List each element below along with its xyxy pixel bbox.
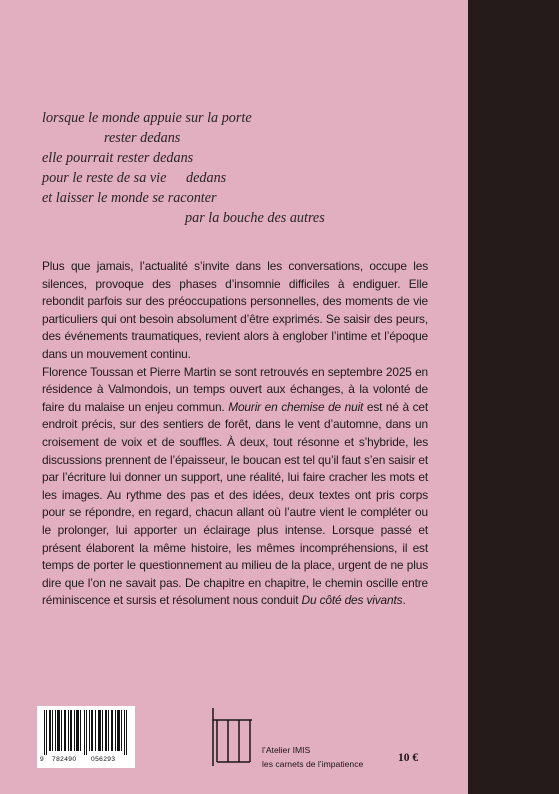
paragraph-2-text: est né à cet endroit précis, sur des sentiers de forêt, dans le vent d’automne, dans un croisement de voix et de souffles. À deux, tout résonne et s’hybride, les discussions prennent de l’épaisseur, le boucan est tel qu’il faut s’en saisir et par l’écriture lui donner un support, une réalité, lui faire cracher les mots et les images. Au rythme des pas et des idées, deux textes ont pris corps pour se répondre, en regard, chacun allant où l’autre vient le compléter ou le prolonger, lui apporter un éclairage plus intense. Lorsque passé et présent élaborent la même histoire, les mêmes incompréhensions, il est temps de porter le questionnement au milieu de la place, urgent de ne plus dire que l’on ne savait pas. De chapitre en chapitre, le chemin oscille entre réminiscence et sursis et résolument nous conduit (42, 399, 428, 608)
book-title-mourir: Mourir en chemise de nuit (228, 399, 364, 414)
poem-line: et laisser le monde se raconter (42, 190, 217, 206)
paragraph-2-text: Florence Toussan et Pierre Martin se sont retrouvés en septembre 2025 en résidence à Valmondois, un temps ouvert aux échanges, à la volonté de faire du malaise un enjeu commun. (42, 364, 428, 414)
paragraph-2-end: . (402, 593, 406, 608)
price: 10 € (398, 752, 419, 764)
book-title-vivants: Du côté des vivants (301, 593, 403, 608)
poem-line: lorsque le monde appuie sur la porte (42, 110, 252, 126)
back-cover-text (42, 258, 428, 610)
poem-line: rester dedans (104, 130, 181, 146)
spine-band (468, 0, 559, 794)
publisher-info (262, 744, 363, 771)
poem-line: pour le reste de sa vie (42, 170, 167, 186)
paragraph-2 (42, 364, 428, 610)
isbn-first-digit: 9 (40, 756, 44, 763)
barcode (37, 706, 135, 768)
poem-line: elle pourrait rester dedans (42, 150, 194, 166)
poem-line: par la bouche des autres (185, 210, 325, 226)
collection-name: les carnets de l’impatience (262, 758, 364, 769)
poem-line: dedans (186, 170, 227, 186)
isbn-group-2: 056293 (91, 756, 116, 763)
publisher-logo (212, 708, 256, 766)
publisher-name: l’Atelier IMIS (262, 745, 311, 755)
barcode-bars (44, 710, 128, 755)
paragraph-1: Plus que jamais, l’actualité s’invite dans les conversations, occupe les silences, provoque des phases d’insomnie difficiles à endiguer. Elle rebondit parfois sur des préoccupations personnelles, des moments de vie particuliers qui ont besoin absolument d’être exprimés. Se saisir des peurs, des événements traumatiques, revient alors à englober l’intime et l’époque dans un mouvement continu. (42, 259, 428, 361)
isbn-group-1: 782490 (52, 756, 77, 763)
